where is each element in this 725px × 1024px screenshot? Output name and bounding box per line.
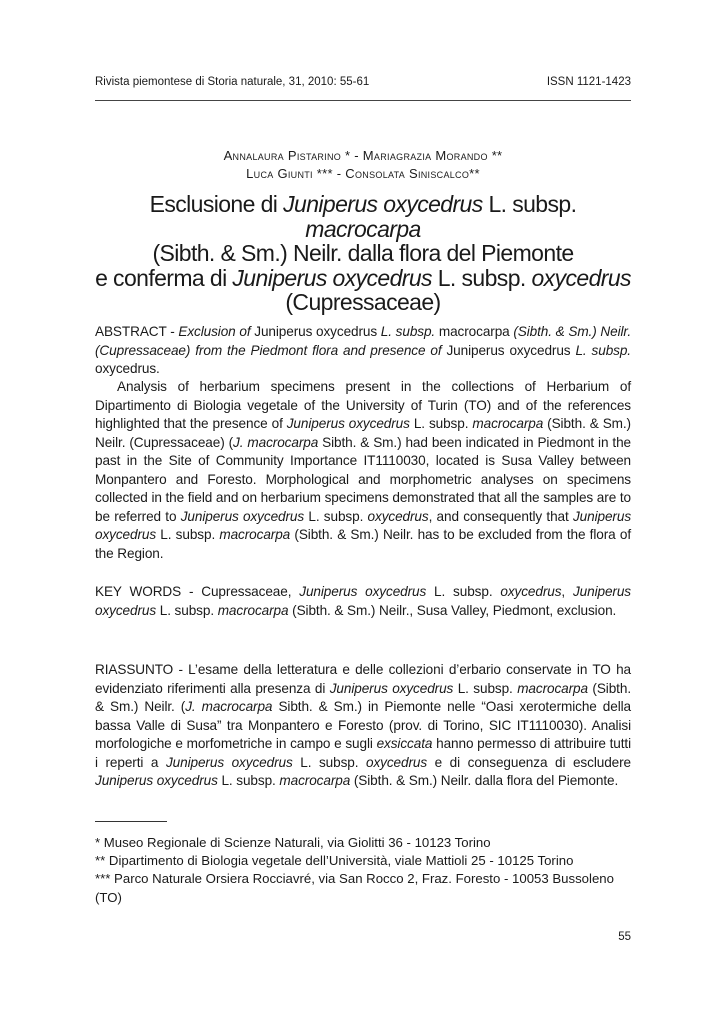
author-line-1: Annalaura Pistarino * - Mariagrazia Morando ** bbox=[223, 148, 503, 163]
riassunto-text: L. subsp. bbox=[453, 680, 518, 696]
riassunto-text: RIASSUNTO - L’esame della letteratura e delle collezioni d’erbario conservate in TO ha evidenziato riferimenti alla presenza di bbox=[95, 662, 631, 696]
keywords bbox=[95, 583, 631, 620]
abstract-taxon: oxycedrus bbox=[367, 508, 429, 524]
riassunto-text: (Sibth. & Sm.) Neilr. ( bbox=[95, 680, 631, 714]
abstract-taxon: oxycedrus. bbox=[95, 361, 160, 376]
riassunto-taxon: Juniperus oxycedrus bbox=[165, 754, 293, 770]
title-text: L. subsp. bbox=[431, 264, 532, 291]
riassunto-taxon: oxycedrus bbox=[366, 754, 428, 770]
abstract-text: , and consequently that bbox=[428, 508, 573, 524]
author-list bbox=[95, 147, 631, 183]
riassunto-text: e di conseguenza di escludere bbox=[427, 754, 632, 770]
riassunto-text: hanno permesso di attribuire tutti i reperti a bbox=[95, 736, 632, 770]
abstract-text: (Sibth. & Sm.) Neilr. has to be excluded from the flora of the Region. bbox=[95, 527, 631, 561]
abstract-text: L. subsp. bbox=[409, 416, 473, 431]
abstract-taxon: macrocarpa bbox=[472, 416, 544, 431]
keywords-text: (Sibth. & Sm.) Neilr., Susa Valley, Piedmont, exclusion. bbox=[288, 602, 617, 618]
keywords-taxon: oxycedrus bbox=[500, 584, 562, 599]
abstract-taxon: J. macrocarpa bbox=[233, 434, 319, 450]
abstract-title-text: L. subsp. bbox=[575, 342, 631, 358]
title-line-4: (Cupressaceae) bbox=[285, 289, 441, 315]
title-taxon: macrocarpa bbox=[305, 215, 421, 242]
abstract-text: L. subsp. bbox=[156, 527, 220, 542]
title-taxon: oxycedrus bbox=[531, 264, 631, 291]
abstract-taxon: Juniperus oxycedrus bbox=[286, 416, 410, 431]
abstract-taxon: Juniperus oxycedrus bbox=[180, 508, 305, 524]
keywords-taxon: Juniperus oxycedrus bbox=[299, 584, 427, 599]
title-line-1 bbox=[150, 191, 577, 242]
issn: ISSN 1121-1423 bbox=[546, 76, 631, 88]
abstract-title-text: Exclusion of bbox=[178, 324, 251, 339]
title-text: L. subsp. bbox=[482, 191, 577, 217]
title-line-2: (Sibth. & Sm.) Neilr. dalla flora del Piemonte bbox=[152, 240, 574, 266]
abstract-taxon: Juniperus oxycedrus bbox=[95, 508, 632, 542]
footnote-3: *** Parco Naturale Orsiera Rocciavré, via San Rocco 2, Fraz. Foresto - 10053 Bussoleno (TO) bbox=[95, 871, 614, 905]
abstract-heading-paragraph bbox=[95, 323, 631, 379]
title-text: Esclusione di bbox=[149, 191, 284, 217]
title-taxon: Juniperus oxycedrus bbox=[232, 264, 432, 291]
riassunto-text: L. subsp. bbox=[217, 773, 280, 788]
abstract-taxon: Juniperus oxycedrus bbox=[250, 324, 381, 339]
riassunto-taxon: Juniperus oxycedrus bbox=[329, 680, 454, 696]
abstract-title-text: (Sibth. & Sm.) Neilr. (Cupressaceae) from the Piedmont flora and presence of bbox=[95, 324, 632, 358]
title-taxon: Juniperus oxycedrus bbox=[283, 191, 483, 217]
keywords-taxon: macrocarpa bbox=[217, 602, 289, 618]
abstract-body bbox=[95, 378, 631, 563]
header-rule bbox=[95, 100, 631, 101]
title-text: e conferma di bbox=[95, 264, 233, 291]
abstract-taxon: Juniperus oxycedrus bbox=[441, 342, 576, 358]
abstract-text: Analysis of herbarium specimens present in the collections of Herbarium of Dipartimento di Biologia vegetale of the University of Turin (TO) and of the references highlighted that the presence of bbox=[95, 379, 631, 431]
keywords-text: L. subsp. bbox=[426, 584, 501, 599]
riassunto-taxon: macrocarpa bbox=[279, 773, 351, 788]
abstract-title-text: L. subsp. bbox=[380, 324, 436, 339]
abstract-text: Sibth. & Sm.) had been indicated in Piedmont in the past in the Site of Community Importance IT1110030, located is Susa Valley between Monpantero and Foresto. Morphological and morphometric analyses on specimens collected in the field and on herbarium specimens demonstrated that all the samples are to be referred to bbox=[95, 434, 631, 524]
abstract-text: (Sibth. & Sm.) Neilr. (Cupressaceae) ( bbox=[95, 416, 631, 450]
paper-title bbox=[95, 192, 631, 315]
keywords-text: L. subsp. bbox=[156, 602, 218, 618]
riassunto-text: (Sibth. & Sm.) Neilr. dalla flora del Piemonte. bbox=[350, 773, 619, 788]
keywords-text: KEY WORDS - Cupressaceae, bbox=[95, 584, 300, 599]
riassunto-taxon: exsiccata bbox=[376, 736, 433, 751]
abstract-text: L. subsp. bbox=[304, 508, 368, 524]
page-number: 55 bbox=[618, 931, 631, 943]
keywords-taxon: Juniperus oxycedrus bbox=[95, 584, 631, 618]
abstract-taxon: macrocarpa bbox=[219, 527, 291, 542]
riassunto-text: L. subsp. bbox=[292, 754, 366, 770]
title-line-3 bbox=[95, 265, 631, 291]
riassunto-taxon: J. macrocarpa bbox=[185, 699, 273, 714]
riassunto bbox=[95, 661, 631, 791]
footnote-1: * Museo Regionale di Scienze Naturali, via Giolitti 36 - 10123 Torino bbox=[95, 835, 491, 850]
footnote-2: ** Dipartimento di Biologia vegetale dell’Università, viale Mattioli 25 - 10125 Torino bbox=[95, 853, 574, 869]
riassunto-text: Sibth. & Sm.) in Piemonte nelle “Oasi xerotermiche della bassa Valle di Susa” tra Monpantero e Foresto (prov. di Torino, SIC IT1110030). Analisi morfologiche e morfometriche in campo e sugli bbox=[95, 699, 632, 751]
riassunto-taxon: Juniperus oxycedrus bbox=[95, 773, 218, 788]
abstract-taxon: macrocarpa bbox=[435, 324, 514, 339]
riassunto-taxon: macrocarpa bbox=[517, 680, 588, 696]
footnotes bbox=[95, 834, 635, 907]
running-head bbox=[95, 76, 631, 88]
author-line-2: Luca Giunti *** - Consolata Siniscalco** bbox=[246, 166, 480, 181]
abstract-label: ABSTRACT - bbox=[95, 324, 179, 339]
keywords-text: , bbox=[561, 584, 573, 599]
journal-citation: Rivista piemontese di Storia naturale, 31, 2010: 55-61 bbox=[95, 76, 370, 88]
footnote-rule bbox=[95, 821, 167, 822]
